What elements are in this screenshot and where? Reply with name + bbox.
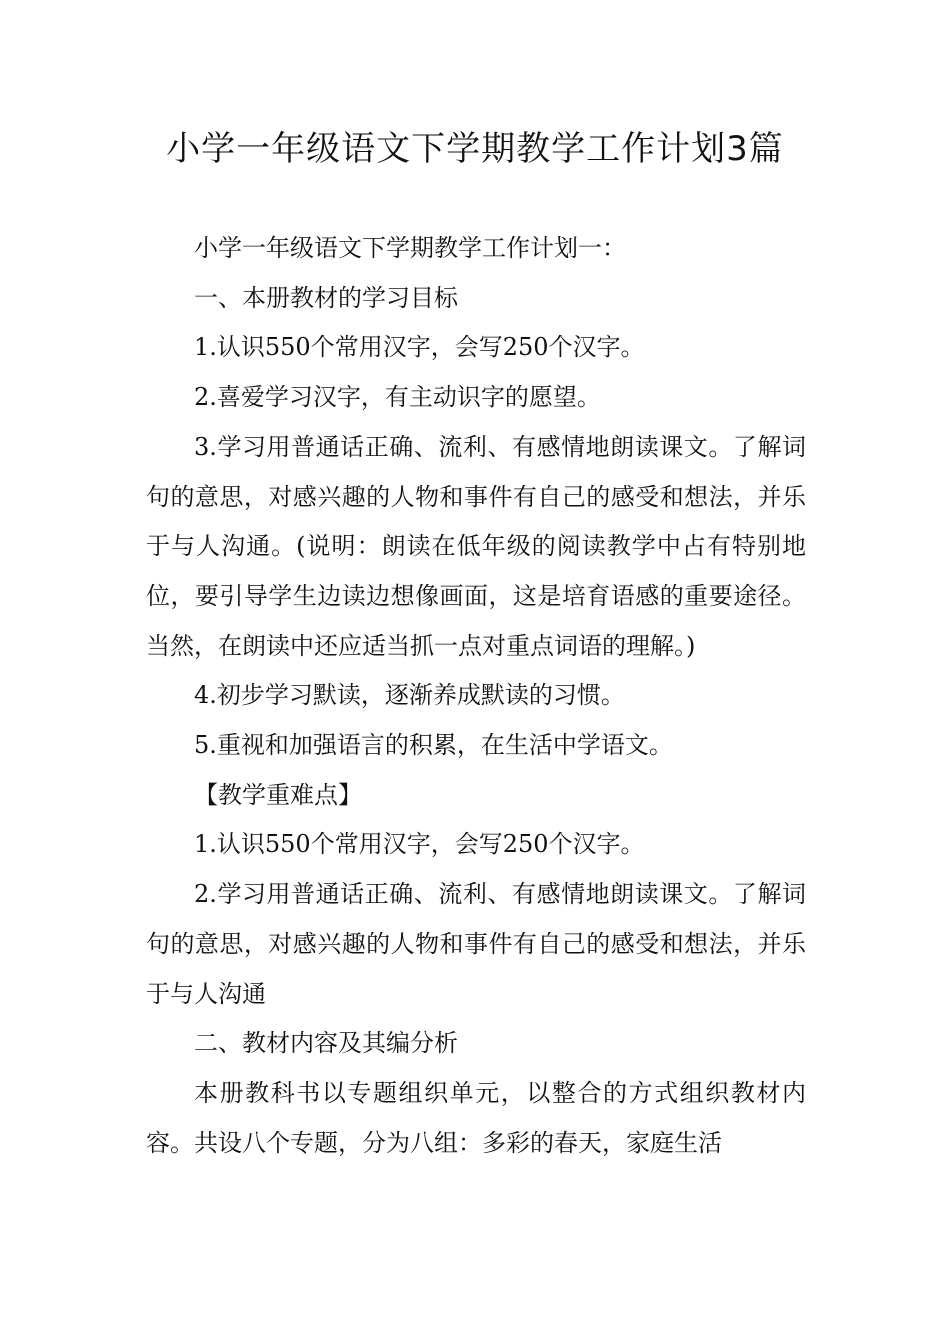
goal-item-1: 1.认识550个常用汉字，会写250个汉字。 <box>194 333 645 362</box>
key-point-1: 1.认识550个常用汉字，会写250个汉字。 <box>194 830 645 859</box>
goal-item-3: 3.学习用普通话正确、流利、有感情地朗读课文。了解词句的意思，对感兴趣的人物和事件有自己的感受和想法，并乐于与人沟通。(说明：朗读在低年级的阅读教学中占有特别地位，要引导学生边读边想像画面，这是培育语感的重要途径。当然，在朗读中还应适当抓一点对重点词语的理解。) <box>146 432 806 660</box>
section-heading-key-points: 【教学重难点】 <box>194 780 362 809</box>
section-heading-content: 二、教材内容及其编分析 <box>194 1029 458 1058</box>
section-heading-goals: 一、本册教材的学习目标 <box>194 283 458 312</box>
goal-item-5: 5.重视和加强语言的积累，在生活中学语文。 <box>194 731 673 760</box>
goal-item-2: 2.喜爱学习汉字，有主动识字的愿望。 <box>194 383 601 412</box>
content-paragraph: 本册教科书以专题组织单元，以整合的方式组织教材内容。共设八个专题，分为八组：多彩的春天，家庭生活 <box>146 1078 806 1157</box>
section-intro: 小学一年级语文下学期教学工作计划一： <box>194 234 626 262</box>
goal-item-4: 4.初步学习默读，逐渐养成默读的习惯。 <box>194 681 625 710</box>
document-title: 小学一年级语文下学期教学工作计划3篇 <box>166 129 784 169</box>
document-body <box>146 224 806 1168</box>
key-point-2: 2.学习用普通话正确、流利、有感情地朗读课文。了解词句的意思，对感兴趣的人物和事件有自己的感受和想法，并乐于与人沟通 <box>146 880 806 1008</box>
